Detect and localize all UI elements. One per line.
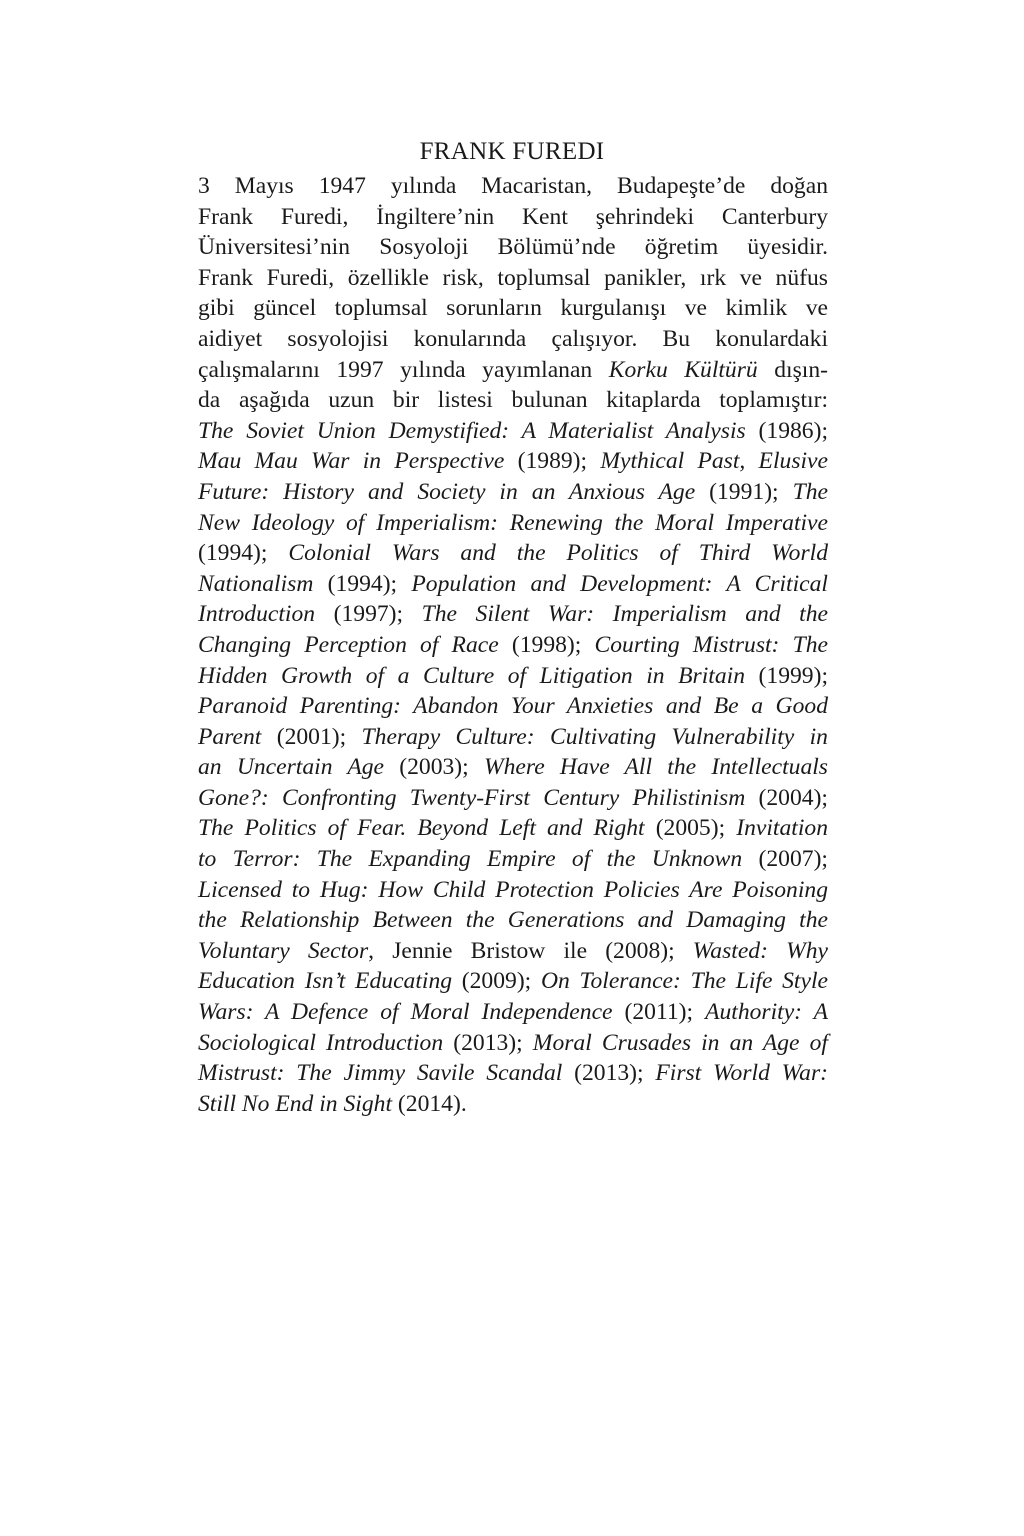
bio-text: (1994); (313, 570, 412, 597)
book-title: Wasted: Why (692, 937, 829, 964)
author-heading: FRANK FUREDI (419, 138, 605, 165)
book-title: Invitation (736, 815, 828, 842)
book-title: The Silent War: Imperialism and the (421, 601, 828, 628)
bio-text: çalışmalarını 1997 yılında yayımlanan (198, 356, 609, 383)
book-title: Introduction (198, 601, 316, 628)
bio-line (198, 1028, 828, 1059)
book-title: Hidden Growth of a Culture of Litigation in Britain (198, 662, 745, 689)
bio-text: aidiyet sosyolojisi konularında çalışıyor. Bu konulardaki (198, 325, 828, 352)
book-title: Moral Crusades in an Age of (532, 1029, 828, 1056)
bio-line (198, 813, 828, 844)
bio-line (198, 722, 828, 753)
book-title: Mau Mau War in Perspective (198, 448, 505, 475)
book-title: Courting Mistrust: The (594, 631, 828, 658)
bio-text: , Jennie Bristow ile (2008); (368, 937, 693, 964)
book-title: Nationalism (198, 570, 314, 597)
book-title: Education Isn’t Educating (198, 968, 453, 995)
bio-line (198, 538, 828, 569)
book-title: The Politics of Fear. Beyond Left and Right (198, 815, 645, 842)
book-title: Paranoid Parenting: Abandon Your Anxieties and Be a Good (198, 693, 828, 720)
bio-text: (2007); (742, 846, 828, 873)
book-title: Gone?: Confronting Twenty-First Century Philistinism (198, 784, 746, 811)
bio-text: da aşağıda uzun bir listesi bulunan kitaplarda toplamıştır: (198, 387, 828, 414)
bio-text: 3 Mayıs 1947 yılında Macaristan, Budapeşte’de doğan (198, 173, 828, 199)
bio-text: gibi güncel toplumsal sorunların kurgulanışı ve kimlik ve (198, 295, 828, 322)
book-title: Sociological Introduction (198, 1029, 444, 1056)
bio-text: (1991); (695, 478, 793, 505)
book-title: First World War: (655, 1060, 828, 1087)
bio-line (198, 232, 828, 263)
bio-line (198, 936, 828, 967)
book-title: New Ideology of Imperialism: Renewing the Moral Imperative (198, 509, 828, 536)
book-title: Changing Perception of Race (198, 631, 499, 658)
bio-text: (2001); (261, 723, 362, 750)
book-title: Where Have All the Intellectuals (483, 754, 828, 781)
bio-line (198, 783, 828, 814)
bio-line (198, 446, 828, 477)
bio-text: (2005); (644, 815, 737, 842)
book-title: Licensed to Hug: How Child Protection Policies Are Poisoning (198, 876, 828, 903)
book-title: an Uncertain Age (198, 754, 385, 781)
bio-text: (1998); (498, 631, 595, 658)
bio-line (198, 844, 828, 875)
bio-text: (2009); (452, 968, 541, 995)
book-title: Therapy Culture: Cultivating Vulnerability in (361, 723, 828, 750)
book-title: the Relationship Between the Generations and Damaging the (198, 907, 828, 934)
bio-text: (2003); (384, 754, 484, 781)
bio-line (198, 997, 828, 1028)
bio-line (198, 385, 828, 416)
book-title: Mythical Past, Elusive (600, 448, 828, 475)
bio-line (198, 1089, 828, 1120)
book-title: Korku Kültürü (608, 356, 758, 383)
bio-line (198, 171, 828, 202)
bio-text: (2013); (443, 1029, 533, 1056)
book-title: Colonial Wars and the Politics of Third World (288, 540, 829, 567)
book-title: Mistrust: The Jimmy Savile Scandal (198, 1060, 563, 1087)
bio-line (198, 293, 828, 324)
bio-line (198, 875, 828, 906)
bio-text: (2004); (745, 784, 828, 811)
book-title: Voluntary Sector (198, 937, 369, 964)
bio-line (198, 569, 828, 600)
book-title: On Tolerance: The Life Style (540, 968, 828, 995)
book-title: Authority: A (705, 999, 828, 1026)
bio-text: (1986); (745, 417, 829, 444)
bio-line (198, 966, 828, 997)
bio-line (198, 202, 828, 233)
book-title: Population and Development: A Critical (411, 570, 828, 597)
bio-text: (2013); (562, 1060, 656, 1087)
author-biography (198, 171, 828, 1119)
bio-text: (1994); (198, 540, 289, 567)
bio-line (198, 752, 828, 783)
bio-text: (2011); (612, 999, 706, 1026)
book-title: The (792, 478, 828, 505)
bio-line (198, 691, 828, 722)
bio-text: (1989); (504, 448, 601, 475)
bio-text: (2014). (392, 1090, 467, 1117)
bio-text: (1997); (315, 601, 422, 628)
book-title: Parent (198, 723, 262, 750)
book-title: to Terror: The Expanding Empire of the Unknown (198, 846, 743, 873)
book-title: Future: History and Society in an Anxious Age (198, 478, 696, 505)
book-title: Wars: A Defence of Moral Independence (198, 999, 613, 1026)
bio-line (198, 905, 828, 936)
bio-text: Frank Furedi, İngiltere’nin Kent şehrindeki Canterbury (198, 203, 828, 230)
bio-line (198, 1058, 828, 1089)
bio-line (198, 508, 828, 539)
book-title: The Soviet Union Demystified: A Materialist Analysis (198, 417, 746, 444)
bio-line (198, 324, 828, 355)
bio-text: Frank Furedi, özellikle risk, toplumsal panikler, ırk ve nüfus (198, 264, 828, 291)
book-title: Still No End in Sight (198, 1090, 393, 1117)
bio-text: (1999); (745, 662, 828, 689)
bio-line (198, 416, 828, 447)
bio-line (198, 630, 828, 661)
bio-line (198, 263, 828, 294)
bio-text: dışın- (757, 356, 828, 383)
bio-text: Üniversitesi’nin Sosyoloji Bölümü’nde öğretim üyesidir. (198, 234, 828, 261)
bio-line (198, 355, 828, 386)
bio-line (198, 661, 828, 692)
bio-line (198, 477, 828, 508)
bio-line (198, 599, 828, 630)
